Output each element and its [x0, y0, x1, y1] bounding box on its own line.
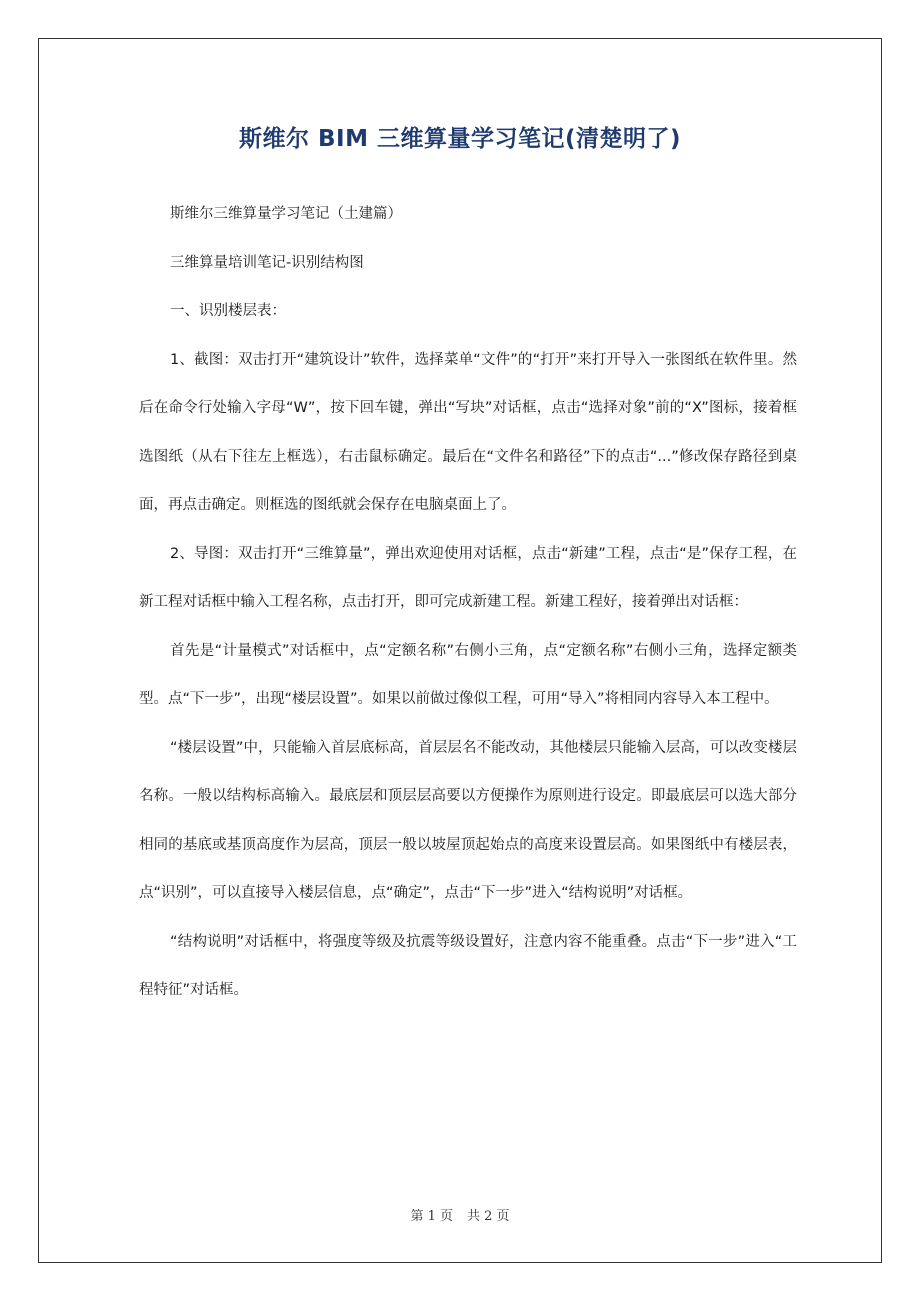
paragraph-floor-settings: “楼层设置”中，只能输入首层底标高，首层层名不能改动，其他楼层只能输入层高，可以改变楼层名称。一般以结构标高输入。最底层和顶层层高要以方便操作为原则进行设定。即最底层可以选大部分相同的基底或基顶高度作为层高，顶层一般以坡屋顶起始点的高度来设置层高。如果图纸中有楼层表，点“识别”，可以直接导入楼层信息，点“确定”，点击“下一步”进入“结构说明”对话框。 [139, 739, 797, 901]
page-number: 第 1 页 [410, 1209, 453, 1224]
paragraph-heading-floor-table: 一、识别楼层表： [170, 303, 286, 319]
page-footer [0, 1205, 920, 1224]
paragraph-structure-notes: “结构说明”对话框中，将强度等级及抗震等级设置好，注意内容不能重叠。点击“下一步”进入“工程特征”对话框。 [139, 933, 797, 998]
total-pages: 共 2 页 [467, 1209, 510, 1224]
paragraph-measure-mode: 首先是“计量模式”对话框中，点“定额名称”右侧小三角，点“定额名称”右侧小三角，选择定额类型。点“下一步”，出现“楼层设置”。如果以前做过像似工程，可用“导入”将相同内容导入本工程中。 [139, 642, 797, 707]
paragraph-screenshot-step: 1、截图：双击打开“建筑设计”软件，选择菜单“文件”的“打开”来打开导入一张图纸在软件里。然后在命令行处输入字母“W”，按下回车键，弹出“写块”对话框，点击“选择对象”前的“X”图标，接着框选图纸（从右下往左上框选），右击鼠标确定。最后在“文件名和路径”下的点击“...”修改保存路径到桌面，再点击确定。则框选的图纸就会保存在电脑桌面上了。 [139, 351, 797, 513]
document-body [139, 190, 797, 1015]
paragraph-import-step: 2、导图：双击打开“三维算量”，弹出欢迎使用对话框，点击“新建”工程，点击“是”保存工程，在新工程对话框中输入工程名称，点击打开，即可完成新建工程。新建工程好，接着弹出对话框： [139, 545, 797, 610]
document-title: 斯维尔 BIM 三维算量学习笔记(清楚明了) [238, 126, 681, 152]
paragraph-section-title: 三维算量培训笔记-识别结构图 [170, 254, 364, 271]
paragraph-subtitle: 斯维尔三维算量学习笔记（土建篇） [170, 206, 402, 222]
